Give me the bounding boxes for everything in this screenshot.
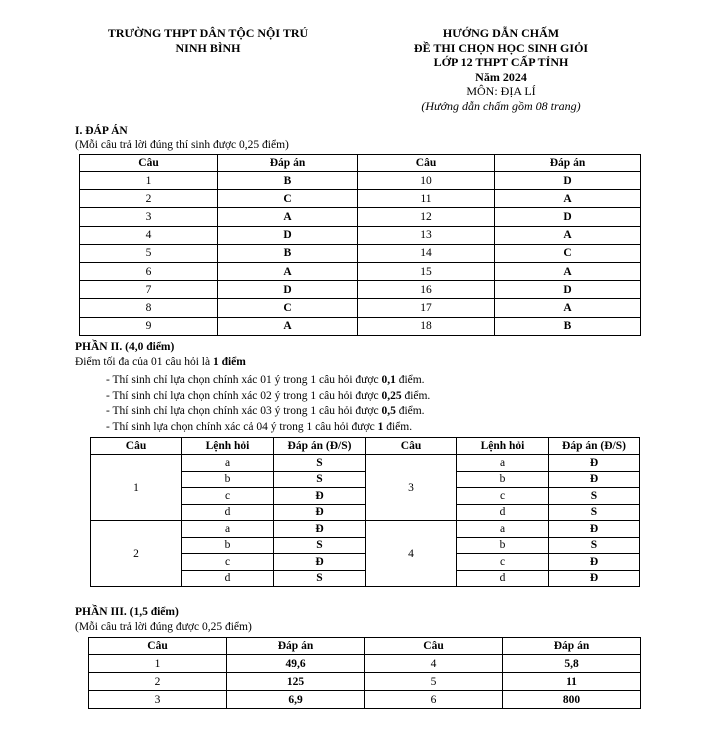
table-header-row xyxy=(89,638,641,655)
answer-cell: A xyxy=(495,262,641,280)
answer-cell: D xyxy=(495,281,641,299)
question-number: 1 xyxy=(89,655,227,673)
answer-cell: A xyxy=(218,262,358,280)
answer-cell: 800 xyxy=(503,691,641,709)
col-header-dapan-ds: Đáp án (Đ/S) xyxy=(549,438,640,455)
question-number: 5 xyxy=(365,673,503,691)
answer-cell: S xyxy=(274,570,366,587)
table-header-row xyxy=(91,438,640,455)
answer-cell: 49,6 xyxy=(227,655,365,673)
question-number: 3 xyxy=(80,208,218,226)
school-header xyxy=(78,26,338,55)
rule-item: - Thí sinh chỉ lựa chọn chính xác 03 ý trong 1 câu hỏi được 0,5 điểm. xyxy=(106,405,425,417)
part1-note: (Mỗi câu trả lời đúng thí sinh được 0,25 điểm) xyxy=(75,139,289,151)
table-row xyxy=(80,172,641,190)
answer-cell: Đ xyxy=(549,554,640,571)
question-number: 6 xyxy=(80,262,218,280)
statement-letter: c xyxy=(457,554,549,571)
answer-cell: S xyxy=(274,471,366,488)
max-score-value: 1 điểm xyxy=(212,356,246,368)
col-header-cau: Câu xyxy=(91,438,182,455)
rule-item: - Thí sinh chỉ lựa chọn chính xác 02 ý trong 1 câu hỏi được 0,25 điểm. xyxy=(106,389,431,402)
question-number: 1 xyxy=(80,172,218,190)
col-header-cau: Câu xyxy=(358,155,495,172)
answer-cell: Đ xyxy=(274,554,366,571)
answer-cell: B xyxy=(218,172,358,190)
max-score-prefix: Điểm tối đa của 01 câu hỏi là xyxy=(75,356,213,368)
part3-note: (Mỗi câu trả lời đúng được 0,25 điểm) xyxy=(75,621,252,633)
question-number: 9 xyxy=(80,317,218,335)
statement-letter: a xyxy=(457,521,549,538)
question-number: 2 xyxy=(80,190,218,208)
col-header-cau: Câu xyxy=(80,155,218,172)
question-number: 5 xyxy=(80,244,218,262)
question-number: 11 xyxy=(358,190,495,208)
statement-letter: d xyxy=(457,570,549,587)
table-row xyxy=(89,673,641,691)
question-number: 16 xyxy=(358,281,495,299)
answer-cell: C xyxy=(495,244,641,262)
statement-letter: b xyxy=(457,537,549,554)
question-number: 1 xyxy=(91,455,182,521)
question-number: 2 xyxy=(91,521,182,587)
table-header-row xyxy=(80,155,641,172)
table-row xyxy=(80,226,641,244)
table-row xyxy=(80,317,641,335)
part2-answer-table xyxy=(90,437,640,587)
document-title-block xyxy=(390,26,612,113)
answer-cell: C xyxy=(218,190,358,208)
question-number: 18 xyxy=(358,317,495,335)
school-name-line1: TRƯỜNG THPT DÂN TỘC NỘI TRÚ xyxy=(107,26,309,40)
part2-rules xyxy=(106,373,430,435)
answer-cell: A xyxy=(495,190,641,208)
part1-heading: I. ĐÁP ÁN xyxy=(75,125,128,137)
doc-title-line3: LỚP 12 THPT CẤP TỈNH xyxy=(433,55,569,69)
part3-answer-table xyxy=(88,637,641,709)
answer-cell: C xyxy=(218,299,358,317)
question-number: 3 xyxy=(366,455,457,521)
question-number: 6 xyxy=(365,691,503,709)
answer-cell: 5,8 xyxy=(503,655,641,673)
answer-cell: A xyxy=(495,299,641,317)
question-number: 10 xyxy=(358,172,495,190)
col-header-dapan: Đáp án xyxy=(218,155,358,172)
answer-cell: Đ xyxy=(549,471,640,488)
question-number: 8 xyxy=(80,299,218,317)
question-number: 2 xyxy=(89,673,227,691)
answer-cell: S xyxy=(274,455,366,472)
question-number: 4 xyxy=(366,521,457,587)
question-number: 17 xyxy=(358,299,495,317)
answer-cell: 125 xyxy=(227,673,365,691)
table-row xyxy=(91,521,640,538)
answer-cell: S xyxy=(549,488,640,505)
table-row xyxy=(91,455,640,472)
statement-letter: c xyxy=(182,488,274,505)
answer-cell: Đ xyxy=(274,504,366,521)
col-header-dapan: Đáp án xyxy=(495,155,641,172)
part3-heading: PHẦN III. (1,5 điểm) xyxy=(75,606,179,618)
answer-cell: S xyxy=(549,537,640,554)
answer-cell: D xyxy=(218,281,358,299)
answer-cell: Đ xyxy=(549,521,640,538)
table-row xyxy=(89,691,641,709)
statement-letter: d xyxy=(457,504,549,521)
statement-letter: b xyxy=(182,471,274,488)
statement-letter: d xyxy=(182,504,274,521)
col-header-cau: Câu xyxy=(365,638,503,655)
col-header-dapan: Đáp án xyxy=(227,638,365,655)
statement-letter: d xyxy=(182,570,274,587)
question-number: 4 xyxy=(80,226,218,244)
question-number: 7 xyxy=(80,281,218,299)
doc-title-line2: ĐỀ THI CHỌN HỌC SINH GIỎI xyxy=(413,40,589,55)
col-header-lenh-hoi: Lệnh hỏi xyxy=(182,438,274,455)
statement-letter: b xyxy=(457,471,549,488)
statement-letter: a xyxy=(457,455,549,472)
answer-cell: Đ xyxy=(274,488,366,505)
question-number: 14 xyxy=(358,244,495,262)
question-number: 12 xyxy=(358,208,495,226)
col-header-cau: Câu xyxy=(366,438,457,455)
answer-cell: D xyxy=(495,172,641,190)
col-header-dapan-ds: Đáp án (Đ/S) xyxy=(274,438,366,455)
answer-cell: A xyxy=(218,317,358,335)
table-row xyxy=(80,262,641,280)
answer-cell: 11 xyxy=(503,673,641,691)
statement-letter: c xyxy=(457,488,549,505)
part2-max-score xyxy=(75,355,246,369)
question-number: 13 xyxy=(358,226,495,244)
answer-cell: 6,9 xyxy=(227,691,365,709)
table-row xyxy=(89,655,641,673)
answer-cell: A xyxy=(495,226,641,244)
answer-cell: D xyxy=(495,208,641,226)
statement-letter: a xyxy=(182,455,274,472)
answer-cell: S xyxy=(274,537,366,554)
col-header-dapan: Đáp án xyxy=(503,638,641,655)
table-row xyxy=(80,281,641,299)
table-row xyxy=(80,299,641,317)
answer-cell: Đ xyxy=(549,570,640,587)
part1-answer-table xyxy=(79,154,641,336)
table-row xyxy=(80,208,641,226)
question-number: 3 xyxy=(89,691,227,709)
statement-letter: b xyxy=(182,537,274,554)
answer-cell: Đ xyxy=(274,521,366,538)
question-number: 4 xyxy=(365,655,503,673)
rule-item: - Thí sinh chỉ lựa chọn chính xác 01 ý trong 1 câu hỏi được 0,1 điểm. xyxy=(106,374,425,386)
answer-cell: D xyxy=(218,226,358,244)
answer-cell: S xyxy=(549,504,640,521)
part2-heading: PHẦN II. (4,0 điểm) xyxy=(75,341,175,353)
rule-item: - Thí sinh lựa chọn chính xác cả 04 ý trong 1 câu hỏi được 1 điểm. xyxy=(106,420,413,433)
table-row xyxy=(80,190,641,208)
school-name-line2: NINH BÌNH xyxy=(175,40,241,55)
doc-subject: MÔN: ĐỊA LÍ xyxy=(466,84,536,98)
answer-cell: B xyxy=(218,244,358,262)
statement-letter: a xyxy=(182,521,274,538)
question-number: 15 xyxy=(358,262,495,280)
answer-cell: B xyxy=(495,317,641,335)
col-header-cau: Câu xyxy=(89,638,227,655)
doc-title-line1: HƯỚNG DẪN CHẤM xyxy=(442,26,560,40)
table-row xyxy=(80,244,641,262)
doc-page-note: (Hướng dẫn chấm gồm 08 trang) xyxy=(421,98,581,113)
doc-year: Năm 2024 xyxy=(475,69,527,84)
answer-cell: A xyxy=(218,208,358,226)
statement-letter: c xyxy=(182,554,274,571)
col-header-lenh-hoi: Lệnh hỏi xyxy=(457,438,549,455)
answer-cell: Đ xyxy=(549,455,640,472)
